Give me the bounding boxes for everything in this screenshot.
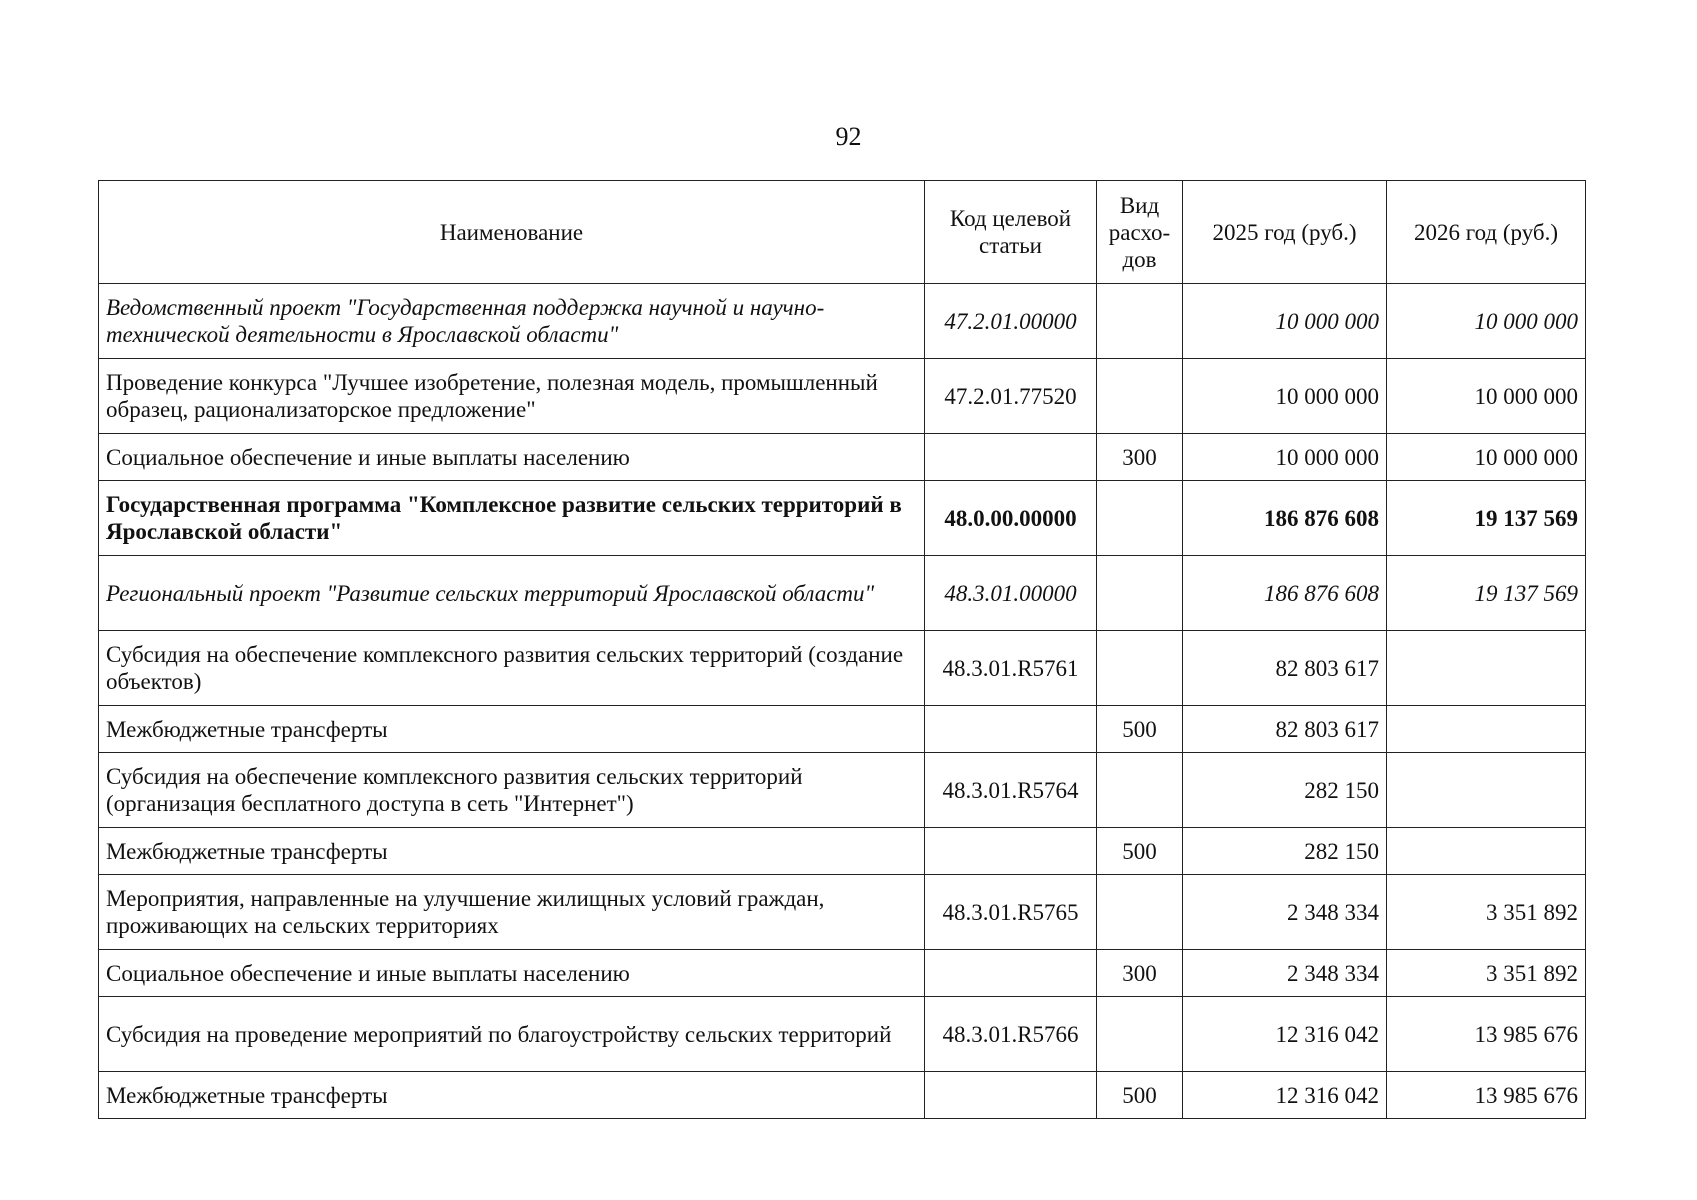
row-amount-2026: 10 000 000	[1387, 284, 1586, 359]
row-code	[925, 828, 1097, 875]
row-name: Проведение конкурса "Лучшее изобретение, полезная модель, промышленный образец, рационализаторское предложение"	[99, 359, 925, 434]
row-kind	[1097, 753, 1183, 828]
row-code: 48.3.01.00000	[925, 556, 1097, 631]
table-row	[99, 753, 1586, 828]
row-amount-2025: 10 000 000	[1183, 359, 1387, 434]
row-code: 47.2.01.00000	[925, 284, 1097, 359]
row-name: Региональный проект "Развитие сельских территорий Ярославской области"	[99, 556, 925, 631]
row-kind	[1097, 359, 1183, 434]
header-kind: Вид расхо-дов	[1097, 181, 1183, 284]
row-amount-2026	[1387, 753, 1586, 828]
table-row	[99, 434, 1586, 481]
row-amount-2026	[1387, 631, 1586, 706]
row-name: Межбюджетные трансферты	[99, 1072, 925, 1119]
table-row	[99, 997, 1586, 1072]
row-code: 48.3.01.R5764	[925, 753, 1097, 828]
header-2025: 2025 год (руб.)	[1183, 181, 1387, 284]
table-row	[99, 706, 1586, 753]
header-2026: 2026 год (руб.)	[1387, 181, 1586, 284]
budget-table	[98, 180, 1586, 1119]
table-row	[99, 359, 1586, 434]
row-code: 48.3.01.R5765	[925, 875, 1097, 950]
row-code	[925, 950, 1097, 997]
row-amount-2025: 10 000 000	[1183, 434, 1387, 481]
row-amount-2025: 82 803 617	[1183, 706, 1387, 753]
row-kind: 500	[1097, 706, 1183, 753]
row-amount-2026	[1387, 706, 1586, 753]
row-kind	[1097, 631, 1183, 706]
row-name: Мероприятия, направленные на улучшение жилищных условий граждан, проживающих на сельских территориях	[99, 875, 925, 950]
row-amount-2025: 2 348 334	[1183, 875, 1387, 950]
row-amount-2025: 282 150	[1183, 753, 1387, 828]
row-code: 47.2.01.77520	[925, 359, 1097, 434]
row-amount-2025: 2 348 334	[1183, 950, 1387, 997]
row-name: Государственная программа "Комплексное развитие сельских территорий в Ярославской области"	[99, 481, 925, 556]
row-name: Социальное обеспечение и иные выплаты населению	[99, 434, 925, 481]
row-name: Субсидия на обеспечение комплексного развития сельских территорий (организация бесплатного доступа в сеть "Интернет")	[99, 753, 925, 828]
row-code	[925, 1072, 1097, 1119]
row-kind	[1097, 875, 1183, 950]
row-kind	[1097, 481, 1183, 556]
row-amount-2026: 19 137 569	[1387, 556, 1586, 631]
row-amount-2025: 186 876 608	[1183, 556, 1387, 631]
row-amount-2026: 3 351 892	[1387, 875, 1586, 950]
row-amount-2026: 13 985 676	[1387, 1072, 1586, 1119]
row-kind: 300	[1097, 434, 1183, 481]
row-name: Социальное обеспечение и иные выплаты населению	[99, 950, 925, 997]
row-kind: 500	[1097, 828, 1183, 875]
row-amount-2025: 186 876 608	[1183, 481, 1387, 556]
table-row	[99, 631, 1586, 706]
row-code: 48.3.01.R5766	[925, 997, 1097, 1072]
table-row	[99, 1072, 1586, 1119]
row-name: Субсидия на проведение мероприятий по благоустройству сельских территорий	[99, 997, 925, 1072]
row-amount-2025: 12 316 042	[1183, 997, 1387, 1072]
table-body	[99, 284, 1586, 1119]
row-amount-2026: 3 351 892	[1387, 950, 1586, 997]
row-kind	[1097, 556, 1183, 631]
row-kind: 500	[1097, 1072, 1183, 1119]
table-row	[99, 875, 1586, 950]
row-amount-2025: 282 150	[1183, 828, 1387, 875]
row-amount-2026: 13 985 676	[1387, 997, 1586, 1072]
row-code	[925, 706, 1097, 753]
table-row	[99, 556, 1586, 631]
row-code	[925, 434, 1097, 481]
table-row	[99, 828, 1586, 875]
page-number: 92	[835, 122, 862, 151]
table-row	[99, 284, 1586, 359]
table-header	[99, 181, 1586, 284]
header-code: Код целевой статьи	[925, 181, 1097, 284]
row-kind	[1097, 997, 1183, 1072]
row-name: Ведомственный проект "Государственная поддержка научной и научно-технической деятельности в Ярославской области"	[99, 284, 925, 359]
row-kind: 300	[1097, 950, 1183, 997]
row-name: Субсидия на обеспечение комплексного развития сельских территорий (создание объектов)	[99, 631, 925, 706]
row-amount-2026: 19 137 569	[1387, 481, 1586, 556]
table-row	[99, 481, 1586, 556]
row-amount-2026: 10 000 000	[1387, 359, 1586, 434]
row-amount-2025: 82 803 617	[1183, 631, 1387, 706]
row-code: 48.3.01.R5761	[925, 631, 1097, 706]
row-amount-2025: 12 316 042	[1183, 1072, 1387, 1119]
row-amount-2025: 10 000 000	[1183, 284, 1387, 359]
row-name: Межбюджетные трансферты	[99, 828, 925, 875]
header-row	[99, 181, 1586, 284]
row-amount-2026	[1387, 828, 1586, 875]
row-kind	[1097, 284, 1183, 359]
row-name: Межбюджетные трансферты	[99, 706, 925, 753]
table-row	[99, 950, 1586, 997]
row-amount-2026: 10 000 000	[1387, 434, 1586, 481]
row-code: 48.0.00.00000	[925, 481, 1097, 556]
header-name: Наименование	[99, 181, 925, 284]
